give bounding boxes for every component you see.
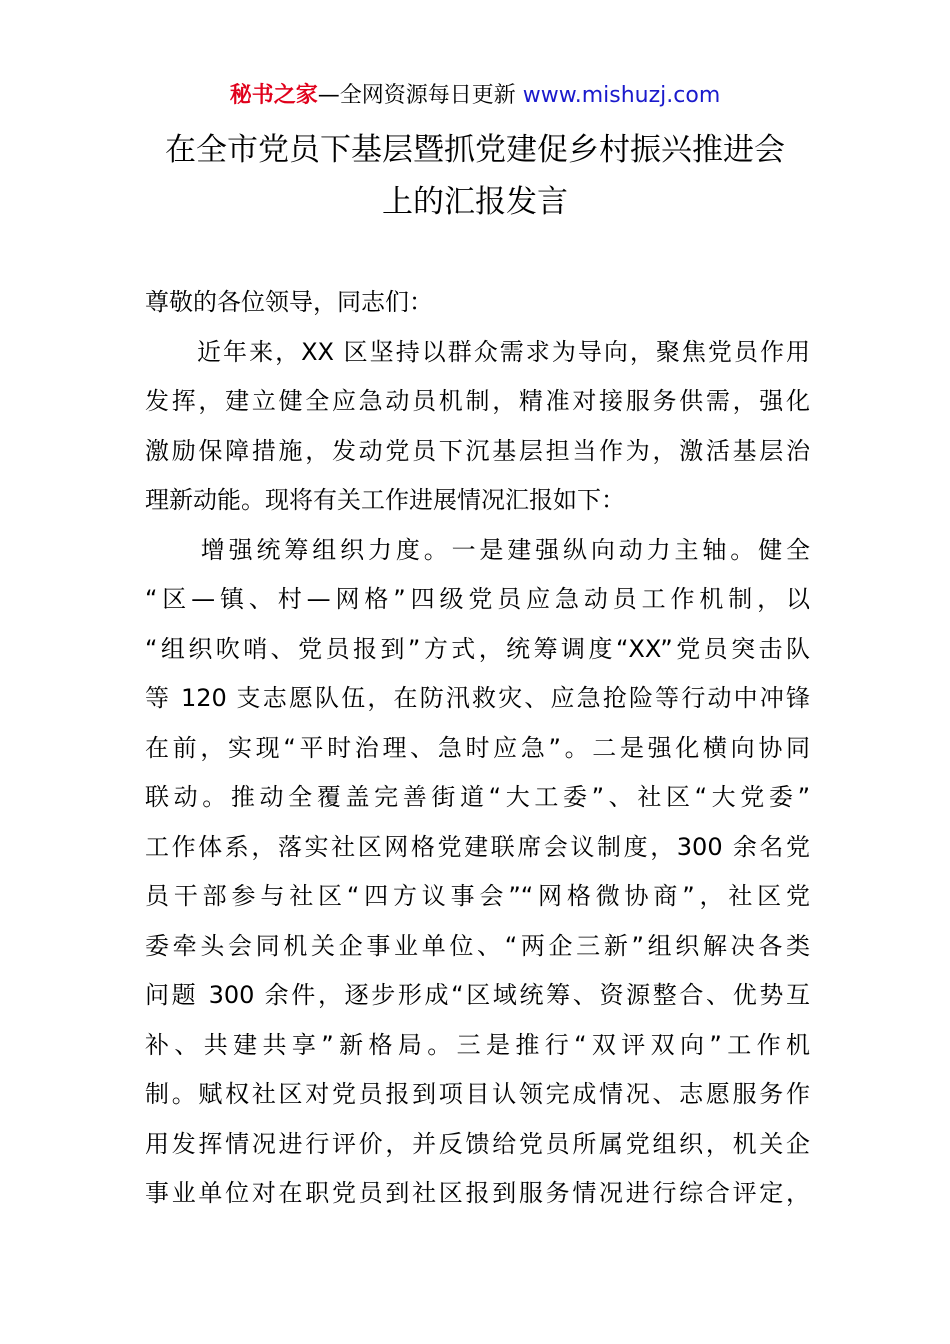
body-line: 增强统筹组织力度。一是建强纵向动力主轴。健全 xyxy=(145,535,810,564)
body-line: 发挥，建立健全应急动员机制，精准对接服务供需，强化 xyxy=(145,387,810,415)
document-body xyxy=(145,278,810,1219)
body-line: 工作体系，落实社区网格党建联席会议制度，300 余名党 xyxy=(145,832,810,861)
body-line: 理新动能。现将有关工作进展情况汇报如下： xyxy=(145,486,625,514)
body-line: 问题 300 余件，逐步形成“区域统筹、资源整合、优势互 xyxy=(145,981,810,1009)
body-line: 补、共建共享”新格局。三是推行“双评双向”工作机 xyxy=(145,1030,810,1059)
title-line-2: 上的汇报发言 xyxy=(382,184,568,220)
body-line: 用发挥情况进行评价，并反馈给党员所属党组织，机关企 xyxy=(145,1129,810,1158)
body-line: 等 120 支志愿队伍，在防汛救灾、应急抢险等行动中冲锋 xyxy=(145,684,810,712)
body-line: “区—镇、村—网格”四级党员应急动员工作机制，以 xyxy=(145,585,810,613)
site-header xyxy=(0,80,950,112)
title-line-1: 在全市党员下基层暨抓党建促乡村振兴推进会 xyxy=(165,132,785,168)
body-line: 事业单位对在职党员到社区报到服务情况进行综合评定， xyxy=(145,1179,810,1207)
body-line: 在前，实现“平时治理、急时应急”。二是强化横向协同 xyxy=(145,733,810,762)
document-title xyxy=(60,124,890,228)
body-line: 联动。推动全覆盖完善街道“大工委”、社区“大党委” xyxy=(145,783,810,811)
body-line: 员干部参与社区“四方议事会”“网格微协商”，社区党 xyxy=(145,882,810,910)
body-line: 近年来，XX 区坚持以群众需求为导向，聚焦党员作用 xyxy=(145,337,810,366)
salutation: 尊敬的各位领导，同志们： xyxy=(145,288,433,316)
body-line: 激励保障措施，发动党员下沉基层担当作为，激活基层治 xyxy=(145,436,810,465)
body-line: 委牵头会同机关企事业单位、“两企三新”组织解决各类 xyxy=(145,931,810,960)
body-line: “组织吹哨、党员报到”方式，统筹调度“XX”党员突击队 xyxy=(145,634,810,663)
site-brand: 秘书之家 xyxy=(229,83,318,108)
body-line: 制。赋权社区对党员报到项目认领完成情况、志愿服务作 xyxy=(145,1080,810,1108)
site-url-link[interactable]: www.mishuzj.com xyxy=(522,83,721,108)
site-tagline: —全网资源每日更新 xyxy=(317,83,516,108)
